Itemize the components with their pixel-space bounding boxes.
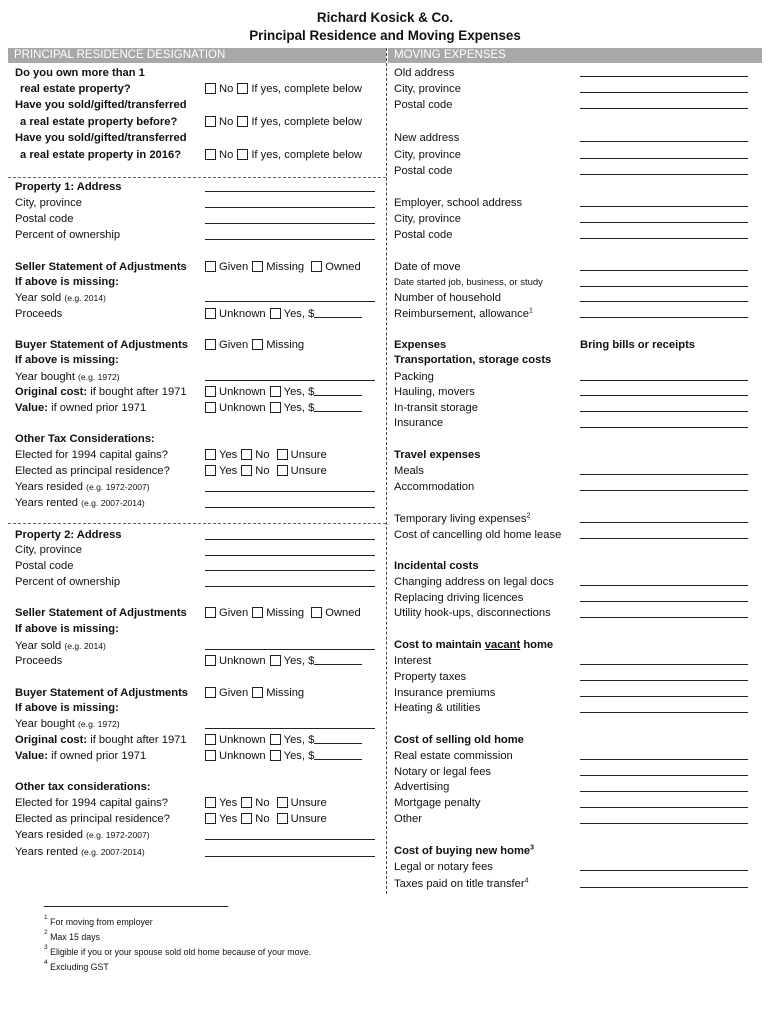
p1-proceeds-unknown-checkbox[interactable] bbox=[205, 308, 216, 319]
p1-original-cost-label: Original cost: if bought after 1971 bbox=[15, 386, 187, 398]
utility-label: Utility hook-ups, disconnections bbox=[394, 607, 551, 619]
missing-label: Missing bbox=[266, 339, 305, 351]
p2-proceeds-amount-field[interactable] bbox=[314, 654, 362, 665]
property-taxes-field[interactable] bbox=[580, 680, 748, 681]
footnote-ref-1: 1 bbox=[528, 307, 533, 315]
p1-year-sold-field[interactable] bbox=[205, 301, 375, 302]
yes-dollar-label: Yes, $ bbox=[283, 308, 315, 320]
old-postal-label: Postal code bbox=[394, 99, 453, 111]
p2-orig-unknown-checkbox[interactable] bbox=[205, 734, 216, 745]
p2-year-bought-label: Year bought (e.g. 1972) bbox=[15, 718, 120, 730]
old-postal-field[interactable] bbox=[580, 108, 748, 109]
p2-value-options bbox=[205, 749, 362, 763]
mortgage-penalty-label: Mortgage penalty bbox=[394, 797, 481, 809]
p2-buyer-missing-checkbox[interactable] bbox=[252, 687, 263, 698]
expenses-heading: Expenses bbox=[394, 339, 447, 351]
p1-postal-field[interactable] bbox=[205, 223, 375, 224]
p2-postal-label: Postal code bbox=[15, 560, 74, 572]
p1-orig-yes-checkbox[interactable] bbox=[270, 386, 281, 397]
p1-buyer-missing-checkbox[interactable] bbox=[252, 339, 263, 350]
p2-pr-no-checkbox[interactable] bbox=[241, 813, 252, 824]
mortgage-penalty-field[interactable] bbox=[580, 807, 748, 808]
replace-licence-label: Replacing driving licences bbox=[394, 592, 524, 604]
p1-value-label: Value: if owned prior 1971 bbox=[15, 402, 147, 414]
p1-pr-options bbox=[205, 464, 327, 478]
notary-field[interactable] bbox=[580, 775, 748, 776]
p2-pr-unsure-checkbox[interactable] bbox=[277, 813, 288, 824]
p1-year-sold-label: Year sold (e.g. 2014) bbox=[15, 292, 106, 304]
p1-seller-owned-checkbox[interactable] bbox=[311, 261, 322, 272]
p1-proceeds-options bbox=[205, 307, 362, 321]
question-1-cont: real estate property? bbox=[20, 83, 131, 95]
p1-pr-yes-checkbox[interactable] bbox=[205, 465, 216, 476]
p1-rented-label: Years rented (e.g. 2007-2014) bbox=[15, 497, 145, 509]
p2-val-amount-field[interactable] bbox=[314, 749, 362, 760]
p1-rented-field[interactable] bbox=[205, 507, 375, 508]
p2-resided-label: Years resided (e.g. 1972-2007) bbox=[15, 829, 150, 841]
p2-val-unknown-checkbox[interactable] bbox=[205, 750, 216, 761]
unknown-label: Unknown bbox=[219, 655, 266, 667]
p1-other-label: Other Tax Considerations: bbox=[15, 433, 155, 445]
p1-pr-no-checkbox[interactable] bbox=[241, 465, 252, 476]
p2-1994-yes-checkbox[interactable] bbox=[205, 797, 216, 808]
selling-heading: Cost of selling old home bbox=[394, 734, 524, 746]
p1-resided-field[interactable] bbox=[205, 491, 375, 492]
p2-buyer-label: Buyer Statement of Adjustments bbox=[15, 687, 189, 699]
old-city-field[interactable] bbox=[580, 92, 748, 93]
p2-address-label: Property 2: Address bbox=[15, 529, 122, 541]
unsure-label: Unsure bbox=[290, 797, 327, 809]
missing-label: Missing bbox=[266, 687, 305, 699]
p1-if-missing: If above is missing: bbox=[15, 276, 119, 288]
given-label: Given bbox=[219, 607, 249, 619]
cancel-lease-label: Cost of cancelling old home lease bbox=[394, 529, 562, 541]
p1-seller-missing-checkbox[interactable] bbox=[252, 261, 263, 272]
property-taxes-label: Property taxes bbox=[394, 671, 467, 683]
footnote-ref-3: 3 bbox=[530, 844, 535, 852]
company-name: Richard Kosick & Co. bbox=[316, 10, 454, 25]
p1-seller-label: Seller Statement of Adjustments bbox=[15, 261, 187, 273]
p2-percent-label: Percent of ownership bbox=[15, 576, 121, 588]
transit-field[interactable] bbox=[580, 411, 748, 412]
p1-proceeds-amount-field[interactable] bbox=[314, 307, 362, 318]
p1-value-options bbox=[205, 401, 362, 415]
given-label: Given bbox=[219, 687, 249, 699]
no-label: No bbox=[255, 465, 270, 477]
p1-val-amount-field[interactable] bbox=[314, 401, 362, 412]
p2-resided-field[interactable] bbox=[205, 839, 375, 840]
date-started-label: Date started job, business, or study bbox=[394, 277, 543, 288]
meals-field[interactable] bbox=[580, 474, 748, 475]
footnote-ref-2: 2 bbox=[526, 512, 531, 520]
footnote-1: $^1$ For moving from employer bbox=[44, 914, 153, 927]
yes-label: Yes bbox=[219, 465, 238, 477]
household-label: Number of household bbox=[394, 292, 501, 304]
q2-yes-checkbox[interactable] bbox=[237, 116, 248, 127]
p2-buyer-given-checkbox[interactable] bbox=[205, 687, 216, 698]
q1-no-checkbox[interactable] bbox=[205, 83, 216, 94]
p2-orig-amount-field[interactable] bbox=[314, 733, 362, 744]
column-divider bbox=[386, 48, 387, 894]
yes-dollar-label: Yes, $ bbox=[283, 750, 315, 762]
p2-other-label: Other tax considerations: bbox=[15, 781, 151, 793]
owned-label: Owned bbox=[325, 261, 361, 273]
p2-1994-options bbox=[205, 796, 327, 810]
p2-city-label: City, province bbox=[15, 544, 82, 556]
p2-seller-owned-checkbox[interactable] bbox=[311, 607, 322, 618]
q3-no-checkbox[interactable] bbox=[205, 149, 216, 160]
reimbursement-label: Reimbursement, allowance$^1$ bbox=[394, 307, 533, 320]
yes-label: Yes bbox=[219, 797, 238, 809]
commission-field[interactable] bbox=[580, 759, 748, 760]
no-label: No bbox=[255, 449, 270, 461]
yes-dollar-label: Yes, $ bbox=[283, 734, 315, 746]
p1-year-bought-label: Year bought (e.g. 1972) bbox=[15, 371, 120, 383]
p1-percent-label: Percent of ownership bbox=[15, 229, 121, 241]
p2-pr-label: Elected as principal residence? bbox=[15, 813, 170, 825]
question-1: Do you own more than 1 bbox=[15, 67, 145, 79]
household-field[interactable] bbox=[580, 301, 748, 302]
header-residence: PRINCIPAL RESIDENCE DESIGNATION bbox=[8, 48, 386, 63]
p2-buyer-options bbox=[205, 686, 304, 700]
question-2: Have you sold/gifted/transferred bbox=[15, 99, 187, 111]
p2-val-yes-checkbox[interactable] bbox=[270, 750, 281, 761]
if-yes-label: If yes, complete below bbox=[251, 149, 362, 161]
employer-field[interactable] bbox=[580, 206, 748, 207]
travel-heading: Travel expenses bbox=[394, 449, 481, 461]
given-label: Given bbox=[219, 261, 249, 273]
page-title: Principal Residence and Moving Expenses bbox=[249, 28, 521, 43]
p1-proceeds-label: Proceeds bbox=[15, 308, 63, 320]
q2-no-checkbox[interactable] bbox=[205, 116, 216, 127]
p1-buyer-options bbox=[205, 338, 304, 352]
p1-orig-unknown-checkbox[interactable] bbox=[205, 386, 216, 397]
bring-bills-note: Bring bills or receipts bbox=[580, 339, 696, 351]
unsure-label: Unsure bbox=[290, 449, 327, 461]
p2-proceeds-unknown-checkbox[interactable] bbox=[205, 655, 216, 666]
if-yes-label: If yes, complete below bbox=[251, 116, 362, 128]
p2-if-missing-2: If above is missing: bbox=[15, 702, 119, 714]
footnote-ref-4: 4 bbox=[524, 877, 529, 885]
p1-1994-unsure-checkbox[interactable] bbox=[277, 449, 288, 460]
missing-label: Missing bbox=[266, 261, 305, 273]
temp-living-field[interactable] bbox=[580, 522, 748, 523]
q3-options bbox=[205, 148, 362, 162]
interest-field[interactable] bbox=[580, 664, 748, 665]
legal-fees-label: Legal or notary fees bbox=[394, 861, 493, 873]
interest-label: Interest bbox=[394, 655, 432, 667]
packing-label: Packing bbox=[394, 371, 434, 383]
new-city-label: City, province bbox=[394, 149, 461, 161]
p1-postal-label: Postal code bbox=[15, 213, 74, 225]
question-3-cont: a real estate property in 2016? bbox=[20, 149, 182, 161]
p2-seller-label: Seller Statement of Adjustments bbox=[15, 607, 187, 619]
commission-label: Real estate commission bbox=[394, 750, 513, 762]
yes-label: Yes bbox=[219, 813, 238, 825]
footnote-2: $^2$ Max 15 days bbox=[44, 929, 100, 942]
unknown-label: Unknown bbox=[219, 402, 266, 414]
p1-if-missing-2: If above is missing: bbox=[15, 354, 119, 366]
footnote-3: $^3$ Eligible if you or your spouse sold old home because of your move. bbox=[44, 944, 312, 957]
missing-label: Missing bbox=[266, 607, 305, 619]
date-move-label: Date of move bbox=[394, 261, 461, 273]
p2-orig-yes-checkbox[interactable] bbox=[270, 734, 281, 745]
p2-city-field[interactable] bbox=[205, 555, 375, 556]
given-label: Given bbox=[219, 339, 249, 351]
hauling-field[interactable] bbox=[580, 395, 748, 396]
p1-original-options bbox=[205, 385, 362, 399]
p2-rented-label: Years rented (e.g. 2007-2014) bbox=[15, 846, 145, 858]
p2-seller-given-checkbox[interactable] bbox=[205, 607, 216, 618]
legal-fees-field[interactable] bbox=[580, 870, 748, 871]
unknown-label: Unknown bbox=[219, 308, 266, 320]
yes-dollar-label: Yes, $ bbox=[283, 655, 315, 667]
if-yes-label: If yes, complete below bbox=[251, 83, 362, 95]
heating-field[interactable] bbox=[580, 712, 748, 713]
maintain-heading: Cost to maintain vacant home bbox=[394, 639, 554, 651]
p2-if-missing: If above is missing: bbox=[15, 623, 119, 635]
p2-seller-options bbox=[205, 606, 361, 620]
p1-1994-yes-checkbox[interactable] bbox=[205, 449, 216, 460]
other-field[interactable] bbox=[580, 823, 748, 824]
employer-postal-label: Postal code bbox=[394, 229, 453, 241]
new-address-field[interactable] bbox=[580, 141, 748, 142]
change-address-field[interactable] bbox=[580, 585, 748, 586]
replace-licence-field[interactable] bbox=[580, 601, 748, 602]
footnote-4: $^4$ Excluding GST bbox=[44, 959, 109, 972]
old-city-label: City, province bbox=[394, 83, 461, 95]
new-postal-label: Postal code bbox=[394, 165, 453, 177]
p2-value-label: Value: if owned prior 1971 bbox=[15, 750, 147, 762]
reimbursement-field[interactable] bbox=[580, 317, 748, 318]
yes-dollar-label: Yes, $ bbox=[283, 386, 315, 398]
p2-postal-field[interactable] bbox=[205, 570, 375, 571]
q2-options bbox=[205, 115, 362, 129]
p1-year-bought-field[interactable] bbox=[205, 380, 375, 381]
unknown-label: Unknown bbox=[219, 734, 266, 746]
title-tax-field[interactable] bbox=[580, 887, 748, 888]
transit-label: In-transit storage bbox=[394, 402, 478, 414]
heating-label: Heating & utilities bbox=[394, 702, 481, 714]
p2-original-options bbox=[205, 733, 362, 747]
insurance-label: Insurance bbox=[394, 417, 444, 429]
p1-buyer-label: Buyer Statement of Adjustments bbox=[15, 339, 189, 351]
p2-year-sold-field[interactable] bbox=[205, 649, 375, 650]
p1-proceeds-yes-checkbox[interactable] bbox=[270, 308, 281, 319]
p2-rented-field[interactable] bbox=[205, 856, 375, 857]
unknown-label: Unknown bbox=[219, 386, 266, 398]
q1-yes-checkbox[interactable] bbox=[237, 83, 248, 94]
advertising-field[interactable] bbox=[580, 791, 748, 792]
buying-heading: Cost of buying new home$^3$ bbox=[394, 844, 535, 857]
title-tax-label: Taxes paid on title transfer$^4$ bbox=[394, 877, 529, 890]
other-label: Other bbox=[394, 813, 422, 825]
footnote-rule bbox=[44, 906, 228, 907]
p1-orig-amount-field[interactable] bbox=[314, 385, 362, 396]
notary-label: Notary or legal fees bbox=[394, 766, 492, 778]
p1-buyer-given-checkbox[interactable] bbox=[205, 339, 216, 350]
new-address-label: New address bbox=[394, 132, 460, 144]
incidental-heading: Incidental costs bbox=[394, 560, 479, 572]
unsure-label: Unsure bbox=[290, 813, 327, 825]
employer-city-label: City, province bbox=[394, 213, 461, 225]
p1-address-label: Property 1: Address bbox=[15, 181, 122, 193]
p2-address-field[interactable] bbox=[205, 539, 375, 540]
no-label: No bbox=[255, 813, 270, 825]
insurance-field[interactable] bbox=[580, 427, 748, 428]
packing-field[interactable] bbox=[580, 380, 748, 381]
hauling-label: Hauling, movers bbox=[394, 386, 475, 398]
change-address-label: Changing address on legal docs bbox=[394, 576, 554, 588]
old-address-label: Old address bbox=[394, 67, 455, 79]
p1-val-unknown-checkbox[interactable] bbox=[205, 402, 216, 413]
p2-year-bought-field[interactable] bbox=[205, 728, 375, 729]
p1-percent-field[interactable] bbox=[205, 239, 375, 240]
date-started-field[interactable] bbox=[580, 286, 748, 287]
p1-1994-no-checkbox[interactable] bbox=[241, 449, 252, 460]
no-label: No bbox=[219, 116, 234, 128]
transport-heading: Transportation, storage costs bbox=[394, 354, 552, 366]
ins-premiums-label: Insurance premiums bbox=[394, 687, 496, 699]
unknown-label: Unknown bbox=[219, 750, 266, 762]
employer-postal-field[interactable] bbox=[580, 238, 748, 239]
old-address-field[interactable] bbox=[580, 76, 748, 77]
p2-pr-options bbox=[205, 812, 327, 826]
p1-1994-options bbox=[205, 448, 327, 462]
p2-proceeds-options bbox=[205, 654, 362, 668]
accommodation-label: Accommodation bbox=[394, 481, 475, 493]
question-2-cont: a real estate property before? bbox=[20, 116, 178, 128]
p2-1994-no-checkbox[interactable] bbox=[241, 797, 252, 808]
yes-dollar-label: Yes, $ bbox=[283, 402, 315, 414]
p2-1994-label: Elected for 1994 capital gains? bbox=[15, 797, 168, 809]
p1-1994-label: Elected for 1994 capital gains? bbox=[15, 449, 168, 461]
p2-proceeds-yes-checkbox[interactable] bbox=[270, 655, 281, 666]
employer-city-field[interactable] bbox=[580, 222, 748, 223]
p2-1994-unsure-checkbox[interactable] bbox=[277, 797, 288, 808]
p1-pr-unsure-checkbox[interactable] bbox=[277, 465, 288, 476]
q3-yes-checkbox[interactable] bbox=[237, 149, 248, 160]
p1-address-field[interactable] bbox=[205, 191, 375, 192]
yes-label: Yes bbox=[219, 449, 238, 461]
p1-city-field[interactable] bbox=[205, 207, 375, 208]
p2-pr-yes-checkbox[interactable] bbox=[205, 813, 216, 824]
unsure-label: Unsure bbox=[290, 465, 327, 477]
question-3: Have you sold/gifted/transferred bbox=[15, 132, 187, 144]
ins-premiums-field[interactable] bbox=[580, 696, 748, 697]
cancel-lease-field[interactable] bbox=[580, 538, 748, 539]
no-label: No bbox=[219, 149, 234, 161]
header-moving: MOVING EXPENSES bbox=[388, 48, 762, 63]
p2-seller-missing-checkbox[interactable] bbox=[252, 607, 263, 618]
p1-resided-label: Years resided (e.g. 1972-2007) bbox=[15, 481, 150, 493]
p1-val-yes-checkbox[interactable] bbox=[270, 402, 281, 413]
divider-2 bbox=[8, 523, 386, 524]
advertising-label: Advertising bbox=[394, 781, 450, 793]
date-move-field[interactable] bbox=[580, 270, 748, 271]
q1-options bbox=[205, 82, 362, 96]
p2-proceeds-label: Proceeds bbox=[15, 655, 63, 667]
temp-living-label: Temporary living expenses$^2$ bbox=[394, 512, 531, 525]
new-city-field[interactable] bbox=[580, 158, 748, 159]
p2-percent-field[interactable] bbox=[205, 586, 375, 587]
p2-year-sold-label: Year sold (e.g. 2014) bbox=[15, 640, 106, 652]
divider-1 bbox=[8, 177, 386, 178]
no-label: No bbox=[255, 797, 270, 809]
no-label: No bbox=[219, 83, 234, 95]
accommodation-field[interactable] bbox=[580, 490, 748, 491]
p1-pr-label: Elected as principal residence? bbox=[15, 465, 170, 477]
p2-original-cost-label: Original cost: if bought after 1971 bbox=[15, 734, 187, 746]
utility-field[interactable] bbox=[580, 617, 748, 618]
owned-label: Owned bbox=[325, 607, 361, 619]
p1-city-label: City, province bbox=[15, 197, 82, 209]
employer-label: Employer, school address bbox=[394, 197, 523, 209]
p1-seller-options bbox=[205, 260, 361, 274]
new-postal-field[interactable] bbox=[580, 174, 748, 175]
meals-label: Meals bbox=[394, 465, 424, 477]
p1-seller-given-checkbox[interactable] bbox=[205, 261, 216, 272]
